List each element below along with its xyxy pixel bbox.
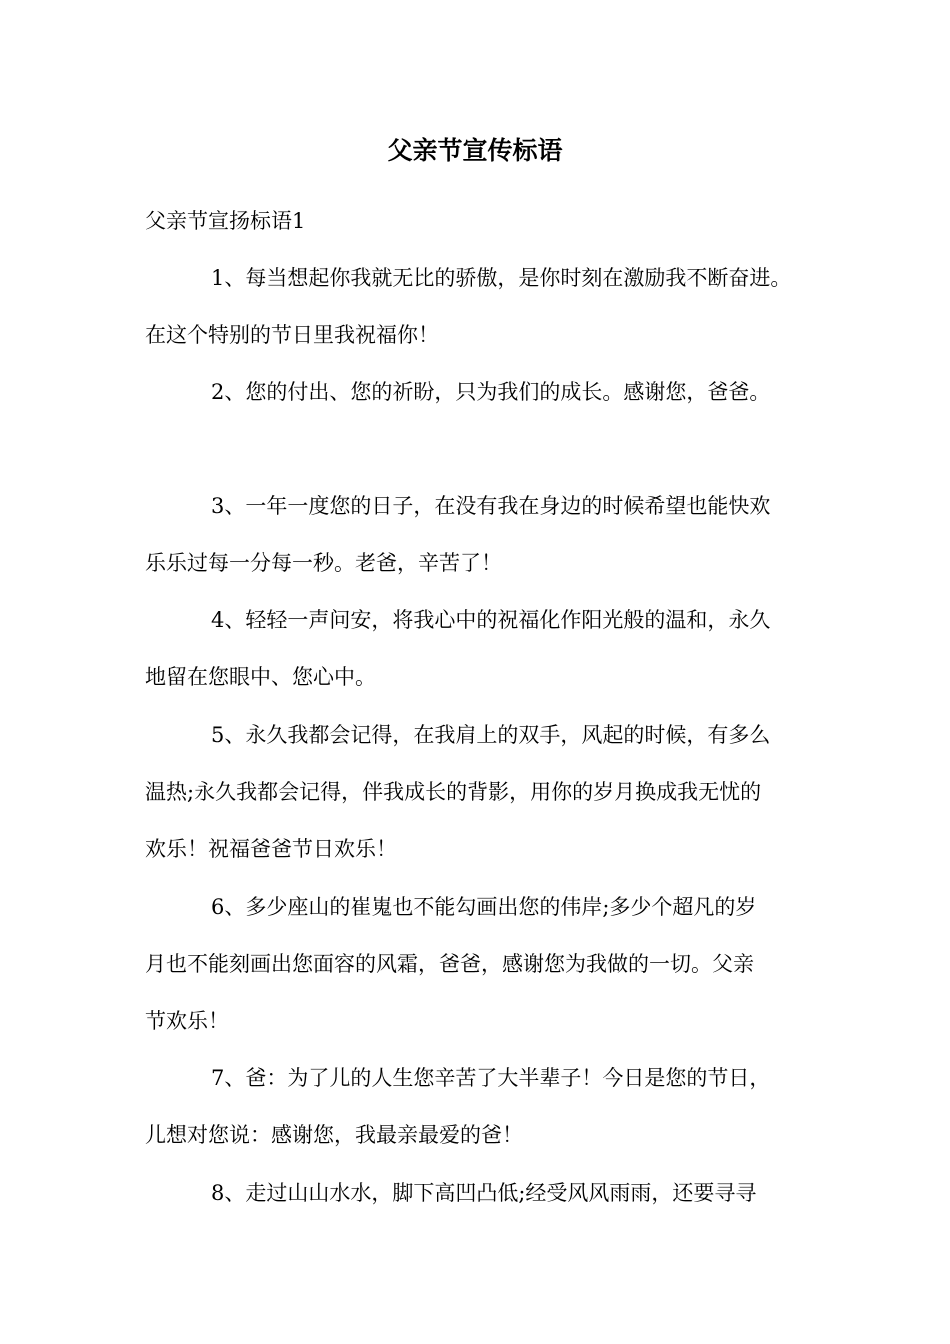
slogan-7-line-2: 儿想对您说：感谢您，我最亲最爱的爸！ xyxy=(145,1123,523,1147)
slogan-5-line-1: 5、永久我都会记得，在我肩上的双手，风起的时候，有多么 xyxy=(211,723,771,747)
slogan-8-line-1: 8、走过山山水水，脚下高凹凸低;经受风风雨雨，还要寻寻 xyxy=(211,1181,757,1205)
document-title: 父亲节宣传标语 xyxy=(387,136,563,165)
slogan-5-line-3: 欢乐！祝福爸爸节日欢乐！ xyxy=(145,837,397,861)
slogan-7-line-1: 7、爸：为了儿的人生您辛苦了大半辈子！今日是您的节日， xyxy=(211,1066,771,1090)
slogan-6-line-1: 6、多少座山的崔嵬也不能勾画出您的伟岸;多少个超凡的岁 xyxy=(211,895,757,919)
slogan-3-line-2: 乐乐过每一分每一秒。老爸，辛苦了！ xyxy=(145,551,502,575)
slogan-6-line-2: 月也不能刻画出您面容的风霜，爸爸，感谢您为我做的一切。父亲 xyxy=(145,952,754,976)
slogan-6-line-3: 节欢乐！ xyxy=(145,1009,229,1033)
slogan-1-line-2: 在这个特别的节日里我祝福你！ xyxy=(145,323,439,347)
slogan-4-line-2: 地留在您眼中、您心中。 xyxy=(145,665,376,689)
slogan-5-line-2: 温热;永久我都会记得，伴我成长的背影，用你的岁月换成我无忧的 xyxy=(145,780,762,804)
slogan-4-line-1: 4、轻轻一声问安，将我心中的祝福化作阳光般的温和，永久 xyxy=(211,608,771,632)
slogan-3-line-1: 3、一年一度您的日子，在没有我在身边的时候希望也能快欢 xyxy=(211,494,771,518)
slogan-1-line-1: 1、每当想起你我就无比的骄傲，是你时刻在激励我不断奋进。 xyxy=(211,266,792,290)
section-heading: 父亲节宣扬标语1 xyxy=(145,209,306,233)
slogan-2-line-1: 2、您的付出、您的祈盼，只为我们的成长。感谢您，爸爸。 xyxy=(211,380,771,404)
